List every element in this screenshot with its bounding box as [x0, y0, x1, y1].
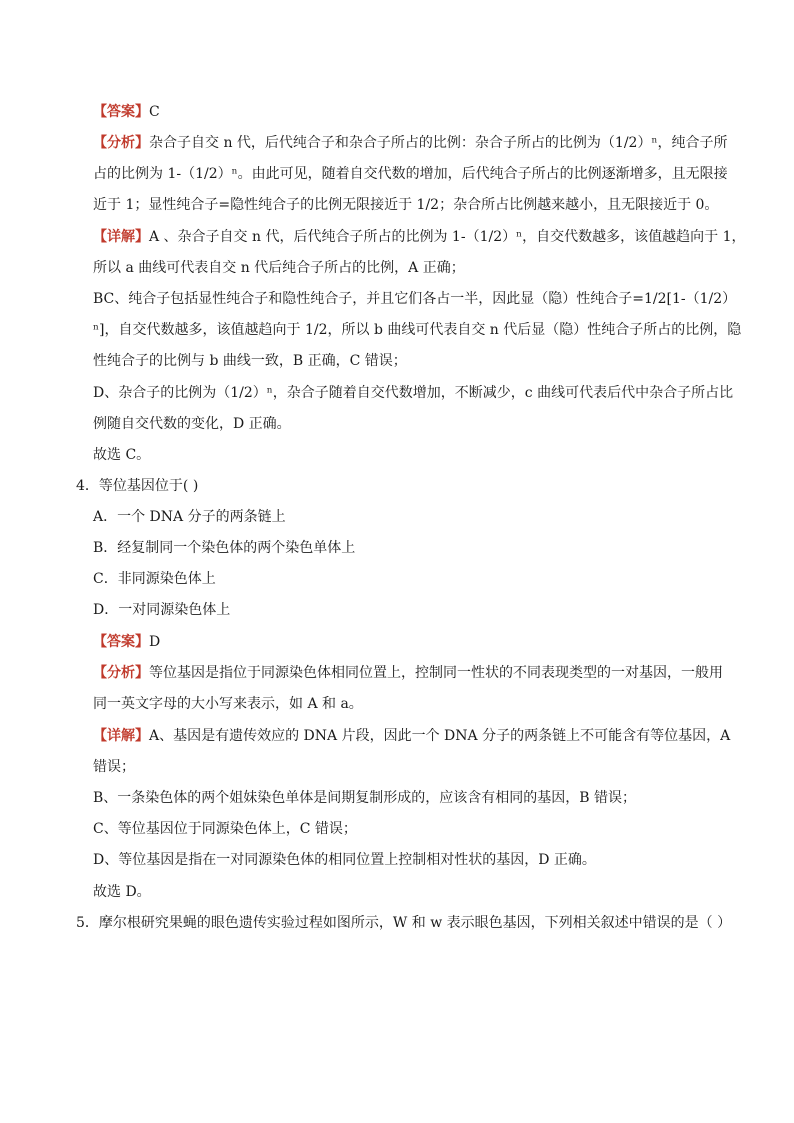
detail-text: A 、杂合子自交 n 代，后代纯合子所占的比例为 1-（1/2）ⁿ，自交代数越多，该值越趋向于 1，: [149, 229, 746, 245]
q3-detail-line-7: 例随自交代数的变化，D 正确。: [93, 416, 291, 432]
q3-analysis-line-1: [93, 133, 728, 153]
q3-conclusion: 故选 C。: [93, 447, 151, 463]
q4-option-c: C．非同源染色体上: [93, 571, 216, 587]
answer-label: 【答案】: [93, 634, 149, 650]
q3-detail-line-4: ⁿ]，自交代数越多，该值越趋向于 1/2，所以 b 曲线可代表自交 n 代后显（隐）性纯合子所占的比例，隐: [93, 322, 742, 338]
analysis-label: 【分析】: [93, 665, 149, 681]
q4-detail-line-5: D、等位基因是指在一对同源染色体的相同位置上控制相对性状的基因，D 正确。: [93, 852, 596, 868]
q4-option-a: A．一个 DNA 分子的两条链上: [93, 509, 286, 525]
q4-analysis-line-1: [93, 663, 723, 683]
q3-analysis-line-2: 占的比例为 1-（1/2）ⁿ。由此可见，随着自交代数的增加，后代纯合子所占的比例逐渐增多，且无限接: [93, 166, 728, 182]
detail-label: 【详解】: [93, 728, 149, 744]
q4-detail-line-4: C、等位基因位于同源染色体上，C 错误；: [93, 821, 357, 837]
q4-conclusion: 故选 D。: [93, 884, 151, 900]
answer-value: C: [149, 104, 160, 120]
analysis-label: 【分析】: [93, 135, 149, 151]
q4-stem: 4．等位基因位于( ): [76, 478, 199, 494]
q3-analysis-line-3: 近于 1；显性纯合子=隐性纯合子的比例无限接近于 1/2；杂合所占比例越来越小，且无限接近于 0。: [93, 197, 719, 213]
q3-detail-line-5: 性纯合子的比例与 b 曲线一致，B 正确，C 错误；: [93, 353, 407, 369]
answer-value: D: [149, 634, 161, 650]
q4-analysis-line-2: 同一英文字母的大小写来表示，如 A 和 a。: [93, 696, 363, 712]
q4-option-b: B．经复制同一个染色体的两个染色单体上: [93, 540, 356, 556]
answer-label: 【答案】: [93, 104, 149, 120]
detail-label: 【详解】: [93, 229, 149, 245]
analysis-text: 等位基因是指位于同源染色体相同位置上，控制同一性状的不同表现类型的一对基因，一般用: [149, 665, 723, 681]
q4-detail-line-2: 错误；: [93, 759, 135, 775]
q4-detail-line-3: B、一条染色体的两个姐妹染色单体是间期复制形成的，应该含有相同的基因，B 错误；: [93, 790, 637, 806]
q3-answer: [93, 102, 160, 122]
q3-detail-line-3: BC、纯合子包括显性纯合子和隐性纯合子，并且它们各占一半，因此显（隐）性纯合子=1/2[1-（1/2）: [93, 291, 737, 307]
detail-text: A、基因是有遗传效应的 DNA 片段，因此一个 DNA 分子的两条链上不可能含有等位基因，A: [149, 728, 731, 744]
q3-detail-line-1: [93, 227, 746, 247]
q4-answer: [93, 632, 160, 652]
q3-detail-line-2: 所以 a 曲线可代表自交 n 代后纯合子所占的比例，A 正确；: [93, 260, 465, 276]
q3-detail-line-6: D、杂合子的比例为（1/2）ⁿ，杂合子随着自交代数增加，不断减少，c 曲线可代表后代中杂合子所占比: [93, 385, 734, 401]
analysis-text: 杂合子自交 n 代，后代纯合子和杂合子所占的比例：杂合子所占的比例为（1/2）ⁿ，纯合子所: [149, 135, 728, 151]
q5-stem: 5．摩尔根研究果蝇的眼色遗传实验过程如图所示，W 和 w 表示眼色基因，下列相关叙述中错误的是（ ）: [76, 915, 732, 931]
q4-option-d: D．一对同源染色体上: [93, 602, 231, 618]
q4-detail-line-1: [93, 726, 730, 746]
